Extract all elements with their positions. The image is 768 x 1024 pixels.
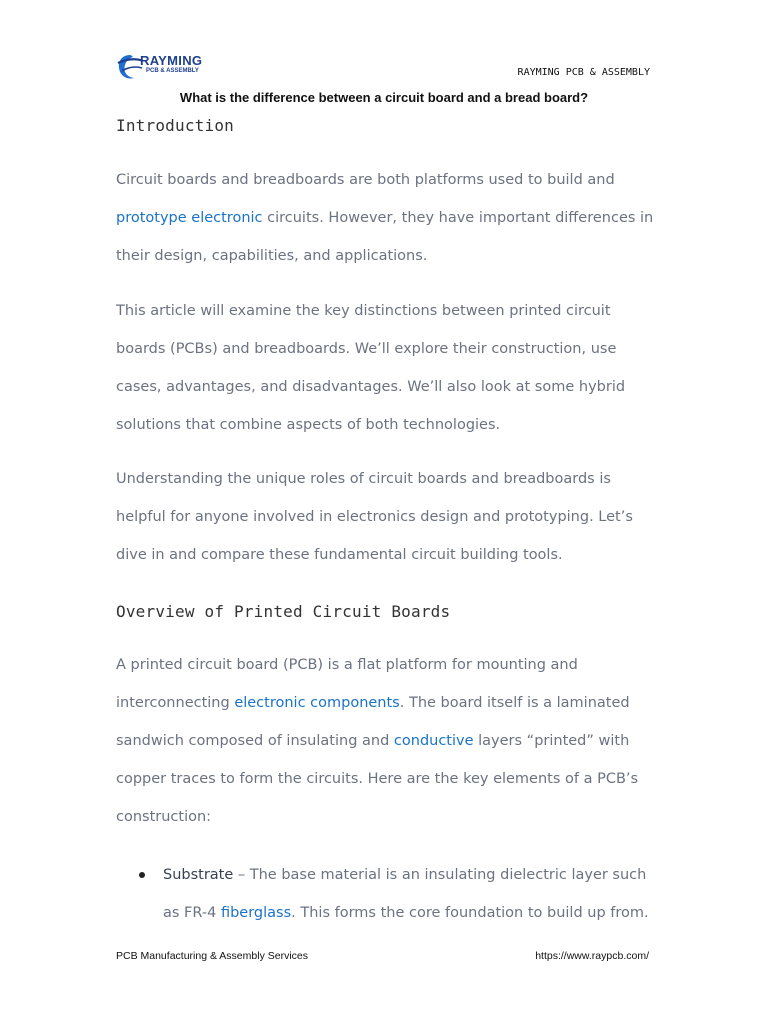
- intro-paragraph-1: [116, 161, 656, 275]
- bullet-text-1: – The base material is an insulating dielectric layer such as FR-4: [163, 867, 647, 921]
- overview-p1-part1: A printed circuit board (PCB) is a flat platform for mounting and interconnecting: [116, 657, 578, 711]
- logo-subtitle: PCB & ASSEMBLY: [146, 68, 199, 74]
- heading-overview-pcb: Overview of Printed Circuit Boards: [116, 602, 451, 621]
- intro-paragraph-2: This article will examine the key distinctions between printed circuit boards (PCBs) and breadboards. We’ll explore their construction, use cases, advantages, and disadvantages. We’ll also look at some hybrid solutions that combine aspects of both technologies.: [116, 303, 626, 433]
- header-company-name: RAYMING PCB & ASSEMBLY: [517, 67, 650, 78]
- intro-paragraph-3: Understanding the unique roles of circuit boards and breadboards is helpful for anyone involved in electronics design and prototyping. Let’s dive in and compare these fundamental circuit building tools.: [116, 471, 633, 563]
- bullet-dot-icon: [139, 872, 145, 878]
- overview-p1-part2: . The board itself is a laminated sandwich composed of insulating and: [116, 695, 630, 749]
- rayming-logo: [116, 52, 226, 82]
- list-item-substrate: [116, 856, 656, 932]
- link-prototype-electronic[interactable]: prototype electronic: [116, 210, 263, 226]
- overview-p1-part3: layers “printed” with copper traces to form the circuits. Here are the key elements of a PCB’s construction:: [116, 733, 639, 825]
- intro-p1-text-after: circuits. However, they have important differences in their design, capabilities, and applications.: [116, 210, 654, 264]
- construction-bullet-list: [116, 856, 656, 932]
- link-electronic-components[interactable]: electronic components: [234, 695, 400, 711]
- bullet-text-2: . This forms the core foundation to build up from.: [291, 905, 649, 921]
- overview-paragraph-1: [116, 646, 656, 836]
- heading-introduction: Introduction: [116, 116, 234, 135]
- document-title: What is the difference between a circuit board and a bread board?: [179, 90, 589, 105]
- logo-name: RAYMING: [140, 53, 203, 68]
- footer-url-link[interactable]: https://www.raypcb.com/: [535, 950, 649, 962]
- intro-p1-text-before: Circuit boards and breadboards are both platforms used to build and: [116, 172, 615, 188]
- footer-services: PCB Manufacturing & Assembly Services: [116, 950, 308, 962]
- link-fiberglass[interactable]: fiberglass: [220, 905, 292, 921]
- link-conductive[interactable]: conductive: [393, 733, 474, 749]
- bullet-term-substrate: Substrate: [163, 867, 234, 883]
